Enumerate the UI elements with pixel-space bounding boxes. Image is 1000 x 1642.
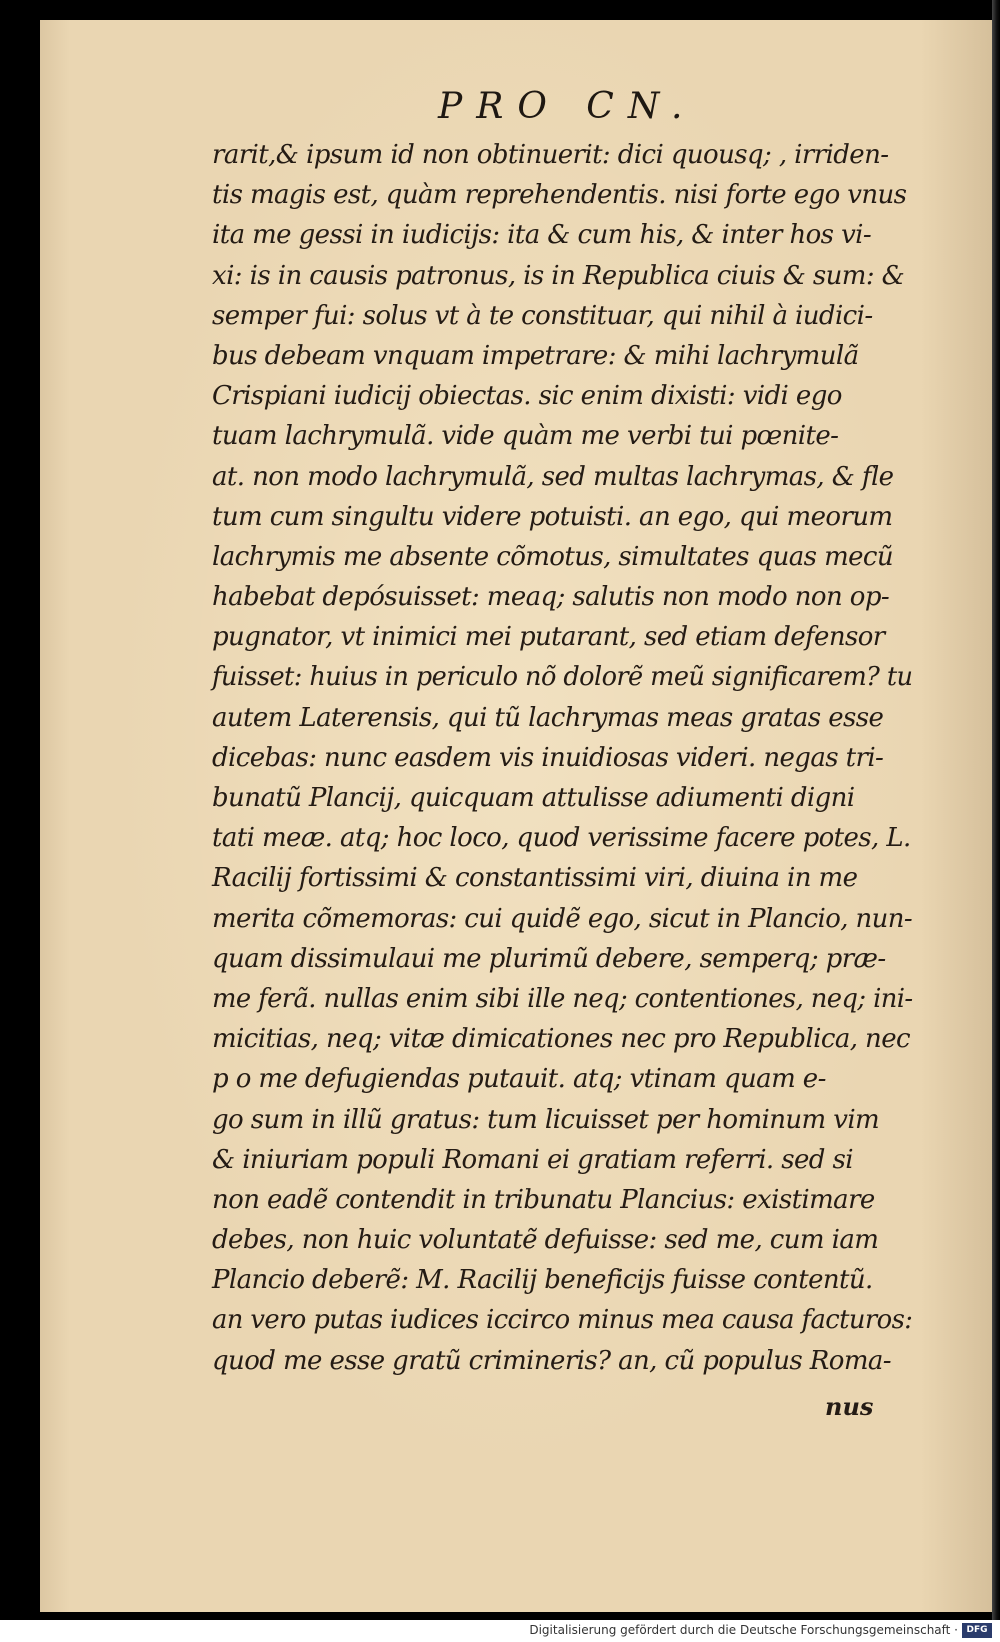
text-line: debes, non huic voluntatẽ defuisse: sed me, cum iam — [212, 1225, 879, 1256]
text-line: tis magis est, quàm reprehendentis. nisi forte ego vnus — [212, 180, 907, 211]
text-line: bunatũ Plancij, quicquam attulisse adiumenti digni — [212, 783, 855, 813]
text-line: go sum in illũ gratus: tum licuisset per hominum vim — [212, 1104, 880, 1135]
catchword: nus — [825, 1392, 874, 1421]
book-spine-edge — [992, 0, 1000, 1620]
footer-bar — [0, 1620, 1000, 1642]
text-line: autem Laterensis, qui tũ lachrymas meas gratas esse — [212, 702, 884, 733]
text-line: at. non modo lachrymulã, sed multas lachrymas, & fle — [212, 461, 894, 492]
text-line: lachrymis me absente cõmotus, simultates quas mecũ — [212, 541, 894, 572]
text-line: micitias, neq; vitæ dimicationes nec pro Republica, nec — [212, 1024, 910, 1055]
text-line: Crispiani iudicij obiectas. sic enim dixisti: vidi ego — [212, 381, 842, 412]
text-line: ita me gessi in iudicijs: ita & cum his, & inter hos vi- — [212, 220, 872, 251]
text-line: quam dissimulaui me plurimũ debere, semperq; præ- — [212, 943, 886, 974]
text-line: habebat depósuisset: meaq; salutis non modo non op- — [212, 582, 890, 613]
text-line: xi: is in causis patronus, is in Republica ciuis & sum: & — [212, 260, 905, 291]
text-line: & iniuriam populi Romani ei gratiam referri. sed si — [212, 1144, 853, 1175]
body-text — [212, 135, 912, 1381]
text-line: tati meæ. atq; hoc loco, quod verissime facere potes, L. — [212, 823, 911, 854]
text-line: fuisset: huius in periculo nõ dolorẽ meũ significarem? tu — [212, 662, 913, 693]
dfg-logo: DFG — [962, 1623, 992, 1638]
text-line: bus debeam vnquam impetrare: & mihi lachrymulã — [212, 340, 859, 371]
text-line: pugnator, vt inimici mei putarant, sed etiam defensor — [212, 622, 885, 653]
text-line: Racilij fortissimi & constantissimi viri, diuina in me — [212, 863, 858, 894]
text-line: p o me defugiendas putauit. atq; vtinam quam e- — [212, 1064, 826, 1095]
text-line: tum cum singultu videre potuisti. an ego, qui meorum — [212, 501, 893, 532]
text-line: quod me esse gratũ crimineris? an, cũ populus Roma- — [212, 1345, 891, 1376]
text-line: tuam lachrymulã. vide quàm me verbi tui pœnite- — [212, 421, 839, 452]
funding-credit: Digitalisierung gefördert durch die Deutsche Forschungsgemeinschaft · — [529, 1623, 958, 1637]
running-head: PRO CN. — [438, 86, 697, 127]
text-line: non eadẽ contendit in tribunatu Plancius: existimare — [212, 1184, 875, 1215]
text-line: merita cõmemoras: cui quidẽ ego, sicut in Plancio, nun- — [212, 903, 913, 934]
text-line: me ferã. nullas enim sibi ille neq; contentiones, neq; ini- — [212, 983, 913, 1014]
text-line: dicebas: nunc easdem vis inuidiosas videri. negas tri- — [212, 742, 884, 773]
text-line: Plancio deberẽ: M. Racilij beneficijs fuisse contentũ. — [212, 1265, 873, 1296]
text-line: semper fui: solus vt à te constituar, qui nihil à iudici- — [212, 300, 873, 331]
text-line: rarit,& ipsum id non obtinuerit: dici quousq; , irriden- — [212, 140, 889, 170]
text-line: an vero putas iudices iccirco minus mea causa facturos: — [212, 1305, 913, 1336]
